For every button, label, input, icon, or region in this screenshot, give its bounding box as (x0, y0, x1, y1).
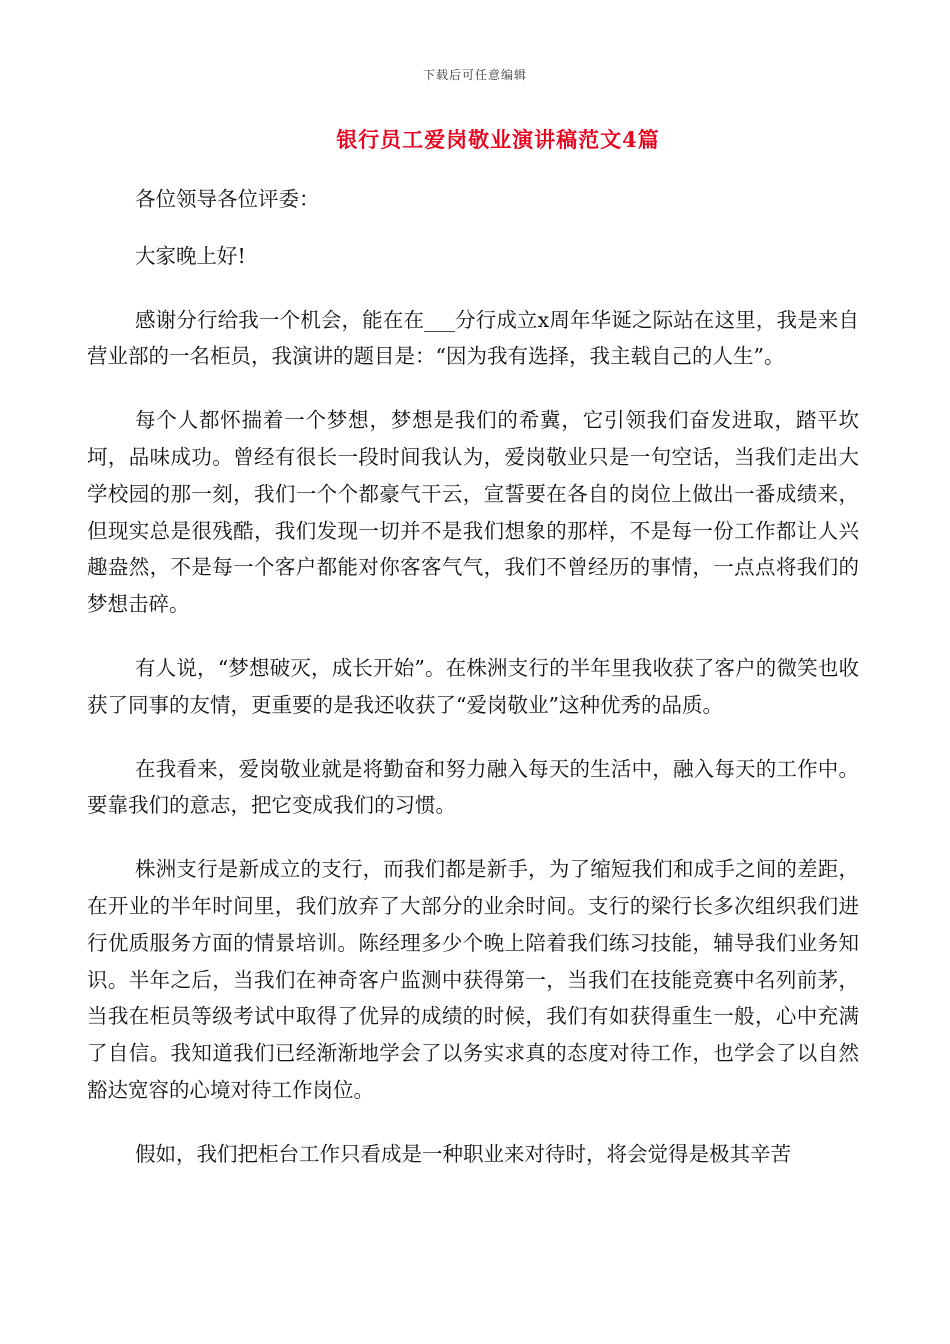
paragraph: 感谢分行给我一个机会，能在在___分行成立x周年华诞之际站在这里，我是来自营业部的一名柜员，我演讲的题目是：“因为我有选择，我主载自己的人生”。 (87, 307, 859, 369)
paragraph: 在我看来，爱岗敬业就是将勤奋和努力融入每天的生活中，融入每天的工作中。要靠我们的意志，把它变成我们的习惯。 (87, 756, 859, 818)
paragraph-greeting: 大家晚上好! (135, 243, 246, 268)
document-title: 银行员工爱岗敬业演讲稿范文4篇 (336, 127, 660, 152)
document-body (87, 181, 859, 1200)
paragraph: 有人说，“梦想破灭，成长开始”。在株洲支行的半年里我收获了客户的微笑也收获了同事的友情，更重要的是我还收获了“爱岗敬业”这种优秀的品质。 (87, 655, 859, 717)
paragraph: 株洲支行是新成立的支行，而我们都是新手，为了缩短我们和成手之间的差距，在开业的半年时间里，我们放弃了大部分的业余时间。支行的梁行长多次组织我们进行优质服务方面的情景培训。陈经理多少个晚上陪着我们练习技能，辅导我们业务知识。半年之后，当我们在神奇客户监测中获得第一，当我们在技能竞赛中名列前茅，当我在柜员等级考试中取得了优异的成绩的时候，我们有如获得重生一般，心中充满了自信。我知道我们已经渐渐地学会了以务实求真的态度对待工作，也学会了以自然豁达宽容的心境对待工作岗位。 (87, 857, 859, 1102)
paragraph-salutation: 各位领导各位评委： (135, 187, 320, 211)
paragraph: 假如，我们把柜台工作只看成是一种职业来对待时，将会觉得是极其辛苦 (135, 1141, 791, 1166)
paragraph: 每个人都怀揣着一个梦想，梦想是我们的希冀，它引领我们奋发进取，踏平坎坷，品味成功。曾经有很长一段时间我认为，爱岗敬业只是一句空话，当我们走出大学校园的那一刻，我们一个个都豪气干云，宣誓要在各自的岗位上做出一番成绩来，但现实总是很残酷，我们发现一切并不是我们想象的那样，不是每一份工作都让人兴趣盎然，不是每一个客户都能对你客客气气，我们不曾经历的事情，一点点将我们的梦想击碎。 (87, 408, 859, 617)
header-note: 下载后可任意编辑 (422, 68, 527, 82)
